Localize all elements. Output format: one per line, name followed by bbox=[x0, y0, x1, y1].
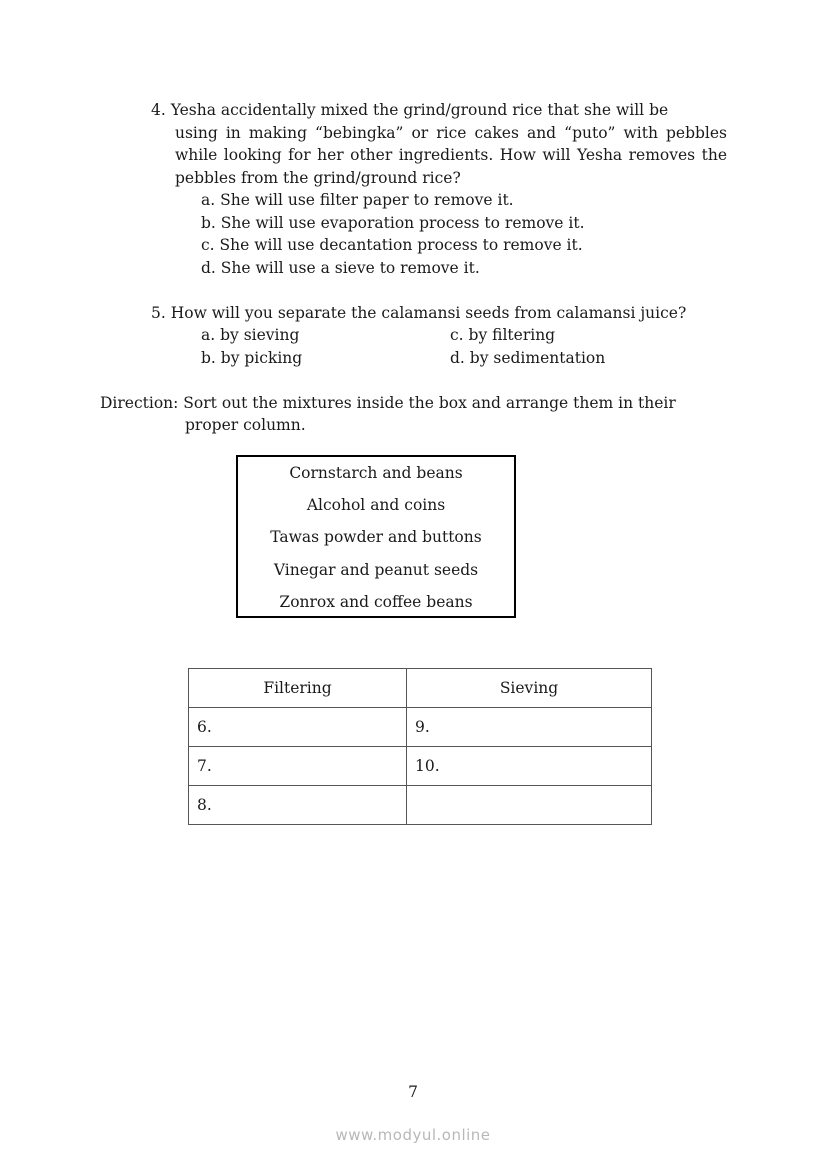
question-5-text: 5. How will you separate the calamansi seeds from calamansi juice? bbox=[151, 304, 687, 322]
question-5-option-a: a. by sieving bbox=[201, 326, 300, 344]
answer-cell-8[interactable]: 8. bbox=[189, 786, 407, 825]
question-4-line-1: 4. Yesha accidentally mixed the grind/ground rice that she will be bbox=[151, 101, 669, 119]
answer-cell-7[interactable]: 7. bbox=[189, 747, 407, 786]
mixtures-box bbox=[236, 455, 516, 618]
sorting-table bbox=[188, 668, 652, 825]
mixture-item: Zonrox and coffee beans bbox=[279, 593, 473, 611]
direction-line-1: Direction: Sort out the mixtures inside the box and arrange them in their bbox=[100, 394, 676, 412]
table-row bbox=[189, 786, 652, 825]
answer-cell-9[interactable]: 9. bbox=[407, 708, 652, 747]
question-4-option-a: a. She will use filter paper to remove it. bbox=[201, 191, 514, 209]
mixture-item: Alcohol and coins bbox=[306, 496, 446, 514]
answer-cell-10[interactable]: 10. bbox=[407, 747, 652, 786]
column-header-sieving: Sieving bbox=[407, 669, 652, 708]
page-number: 7 bbox=[408, 1083, 418, 1101]
watermark: www.modyul.online bbox=[335, 1126, 491, 1144]
table-header-row bbox=[189, 669, 652, 708]
question-4-option-d: d. She will use a sieve to remove it. bbox=[201, 259, 480, 277]
question-4-line-2: using in making “bebingka” or rice cakes and “puto” with pebbles bbox=[175, 124, 727, 142]
mixture-item: Tawas powder and buttons bbox=[270, 528, 482, 546]
table-row bbox=[189, 747, 652, 786]
column-header-filtering: Filtering bbox=[189, 669, 407, 708]
direction-line-2: proper column. bbox=[185, 416, 306, 434]
empty-cell bbox=[407, 786, 652, 825]
question-4-line-4: pebbles from the grind/ground rice? bbox=[175, 169, 461, 187]
question-5-option-d: d. by sedimentation bbox=[450, 349, 606, 367]
question-4-line-3: while looking for her other ingredients. How will Yesha removes the bbox=[175, 146, 727, 164]
question-4-option-c: c. She will use decantation process to remove it. bbox=[201, 236, 583, 254]
table-row bbox=[189, 708, 652, 747]
question-4-option-b: b. She will use evaporation process to remove it. bbox=[201, 214, 585, 232]
question-5-option-b: b. by picking bbox=[201, 349, 303, 367]
mixture-item: Vinegar and peanut seeds bbox=[273, 561, 479, 579]
question-5-option-c: c. by filtering bbox=[450, 326, 556, 344]
answer-cell-6[interactable]: 6. bbox=[189, 708, 407, 747]
mixture-item: Cornstarch and beans bbox=[289, 464, 463, 482]
